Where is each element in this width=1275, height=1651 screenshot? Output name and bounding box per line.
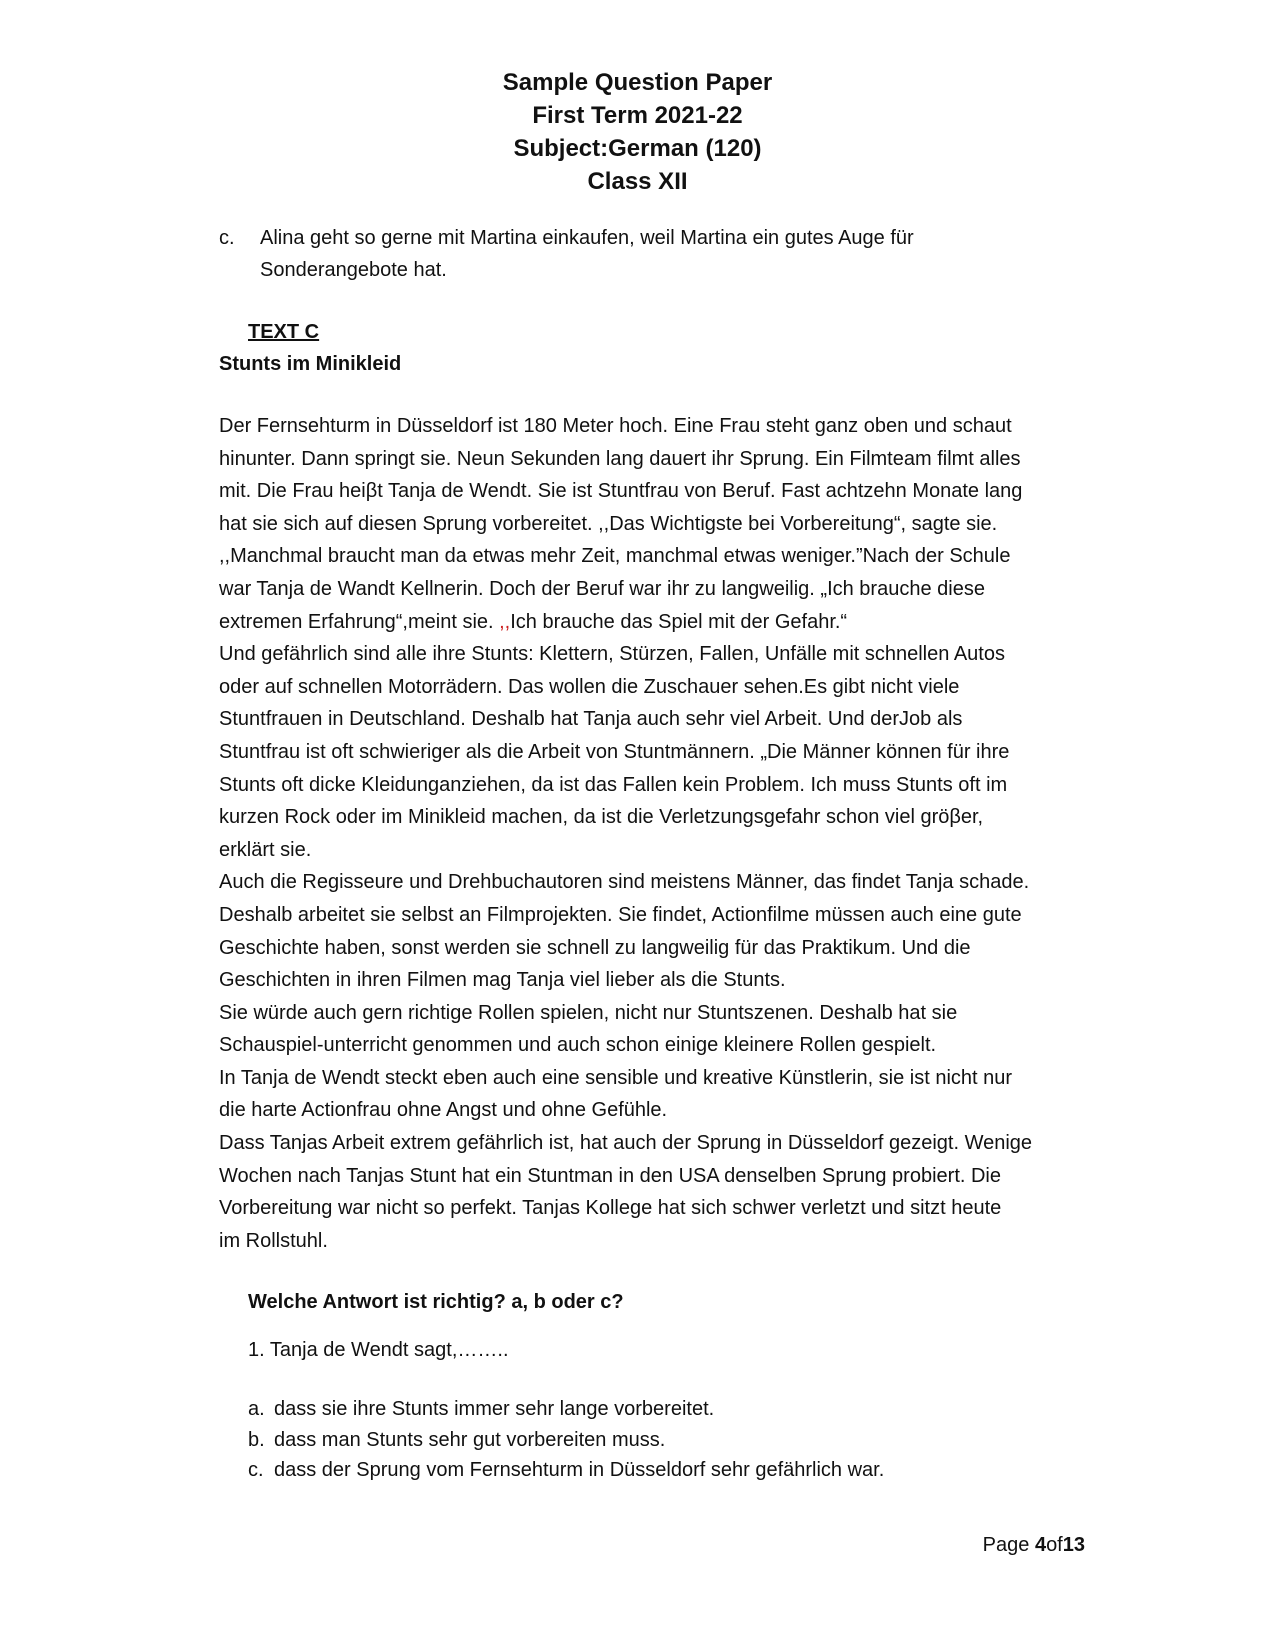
answer-options	[248, 1394, 884, 1486]
passage-line	[219, 606, 1099, 639]
passage-line: Stuntfrau ist oft schwieriger als die Arbeit von Stuntmännern. „Die Männer können für ihre	[219, 740, 1010, 763]
page-of: of	[1046, 1534, 1063, 1556]
passage-line: In Tanja de Wendt steckt eben auch eine sensible und kreative Künstlerin, sie ist nicht nur	[219, 1066, 1013, 1089]
passage-line: im Rollstuhl.	[219, 1229, 328, 1252]
passage-segment: extremen Erfahrung“,meint sie.	[219, 610, 500, 633]
passage-line: Sie würde auch gern richtige Rollen spielen, nicht nur Stuntszenen. Deshalb hat sie	[219, 1001, 958, 1024]
red-quote-mark: ,,	[499, 610, 511, 633]
passage-line: Geschichte haben, sonst werden sie schnell zu langweilig für das Praktikum. Und die	[219, 936, 971, 959]
option-letter: c.	[248, 1459, 264, 1481]
answer-option-a	[248, 1394, 884, 1425]
question-instruction: Welche Antwort ist richtig? a, b oder c?	[248, 1291, 624, 1313]
previous-question-option-c	[219, 222, 1099, 286]
option-text-line-2: Sonderangebote hat.	[260, 259, 447, 281]
passage-line: hinunter. Dann springt sie. Neun Sekunden lang dauert ihr Sprung. Ein Filmteam filmt alles	[219, 447, 1021, 470]
passage-line: oder auf schnellen Motorrädern. Das wollen die Zuschauer sehen.Es gibt nicht viele	[219, 675, 960, 698]
header-term: First Term 2021-22	[532, 102, 743, 129]
passage-line: war Tanja de Wandt Kellnerin. Doch der Beruf war ihr zu langweilig. „Ich brauche diese	[219, 577, 985, 600]
page-total: 13	[1062, 1534, 1085, 1556]
passage-line: hat sie sich auf diesen Sprung vorbereitet. ,,Das Wichtigste bei Vorbereitung“, sagte sie.	[219, 512, 998, 535]
answer-option-b	[248, 1425, 884, 1456]
option-text: dass man Stunts sehr gut vorbereiten muss.	[274, 1428, 666, 1451]
passage-line: Stunts oft dicke Kleidunganziehen, da ist das Fallen kein Problem. Ich muss Stunts oft im	[219, 773, 1008, 796]
answer-option-c	[248, 1455, 884, 1486]
option-text: dass sie ihre Stunts immer sehr lange vorbereitet.	[274, 1398, 715, 1420]
passage-line: kurzen Rock oder im Minikleid machen, da ist die Verletzungsgefahr schon viel gröβer,	[219, 806, 984, 829]
option-letter: b.	[248, 1428, 265, 1451]
passage-line: erklärt sie.	[219, 838, 312, 861]
passage-line: Stuntfrauen in Deutschland. Deshalb hat Tanja auch sehr viel Arbeit. Und derJob als	[219, 708, 963, 731]
section-heading: TEXT C	[248, 321, 320, 343]
header-title: Sample Question Paper	[502, 69, 773, 96]
passage-line: Dass Tanjas Arbeit extrem gefährlich ist, hat auch der Sprung in Düsseldorf gezeigt. Wenige	[219, 1132, 1033, 1155]
page-prefix: Page	[982, 1534, 1035, 1556]
passage-line: Geschichten in ihren Filmen mag Tanja viel lieber als die Stunts.	[219, 969, 786, 992]
page-number	[983, 1531, 1085, 1559]
passage-line: ,,Manchmal braucht man da etwas mehr Zeit, manchmal etwas weniger.”Nach der Schule	[219, 545, 1011, 568]
passage-line: Wochen nach Tanjas Stunt hat ein Stuntman in den USA denselben Sprung probiert. Die	[219, 1164, 1001, 1187]
story-title: Stunts im Minikleid	[219, 353, 402, 375]
header-subject: Subject:German (120)	[513, 135, 762, 162]
option-text-line-1: Alina geht so gerne mit Martina einkaufen, weil Martina ein gutes Auge für	[260, 227, 914, 249]
passage-line: die harte Actionfrau ohne Angst und ohne Gefühle.	[219, 1099, 668, 1122]
passage-line: Schauspiel-unterricht genommen und auch schon einige kleinere Rollen gespielt.	[219, 1034, 937, 1057]
passage-line: Vorbereitung war nicht so perfekt. Tanjas Kollege hat sich schwer verletzt und sitzt heute	[219, 1197, 1002, 1220]
passage-line: Deshalb arbeitet sie selbst an Filmprojekten. Sie findet, Actionfilme müssen auch eine gute	[219, 903, 1022, 926]
page-current: 4	[1034, 1534, 1047, 1556]
option-marker: c.	[219, 227, 235, 249]
header-class: Class XII	[587, 168, 688, 195]
passage-line: Der Fernsehturm in Düsseldorf ist 180 Meter hoch. Eine Frau steht ganz oben und schaut	[219, 415, 1012, 437]
option-text: dass der Sprung vom Fernsehturm in Düsseldorf sehr gefährlich war.	[274, 1459, 885, 1481]
paper-header	[0, 66, 1275, 198]
reading-passage	[219, 410, 1099, 1257]
option-letter: a.	[248, 1398, 265, 1420]
passage-line: Auch die Regisseure und Drehbuchautoren sind meistens Männer, das findet Tanja schade.	[219, 871, 1030, 894]
passage-line: Und gefährlich sind alle ihre Stunts: Klettern, Stürzen, Fallen, Unfälle mit schnellen Autos	[219, 643, 1005, 666]
question-stem: 1. Tanja de Wendt sagt,……..	[248, 1339, 509, 1361]
passage-segment: Ich brauche das Spiel mit der Gefahr.“	[510, 610, 848, 633]
passage-line: mit. Die Frau heiβt Tanja de Wendt. Sie ist Stuntfrau von Beruf. Fast achtzehn Monate lang	[219, 480, 1023, 503]
